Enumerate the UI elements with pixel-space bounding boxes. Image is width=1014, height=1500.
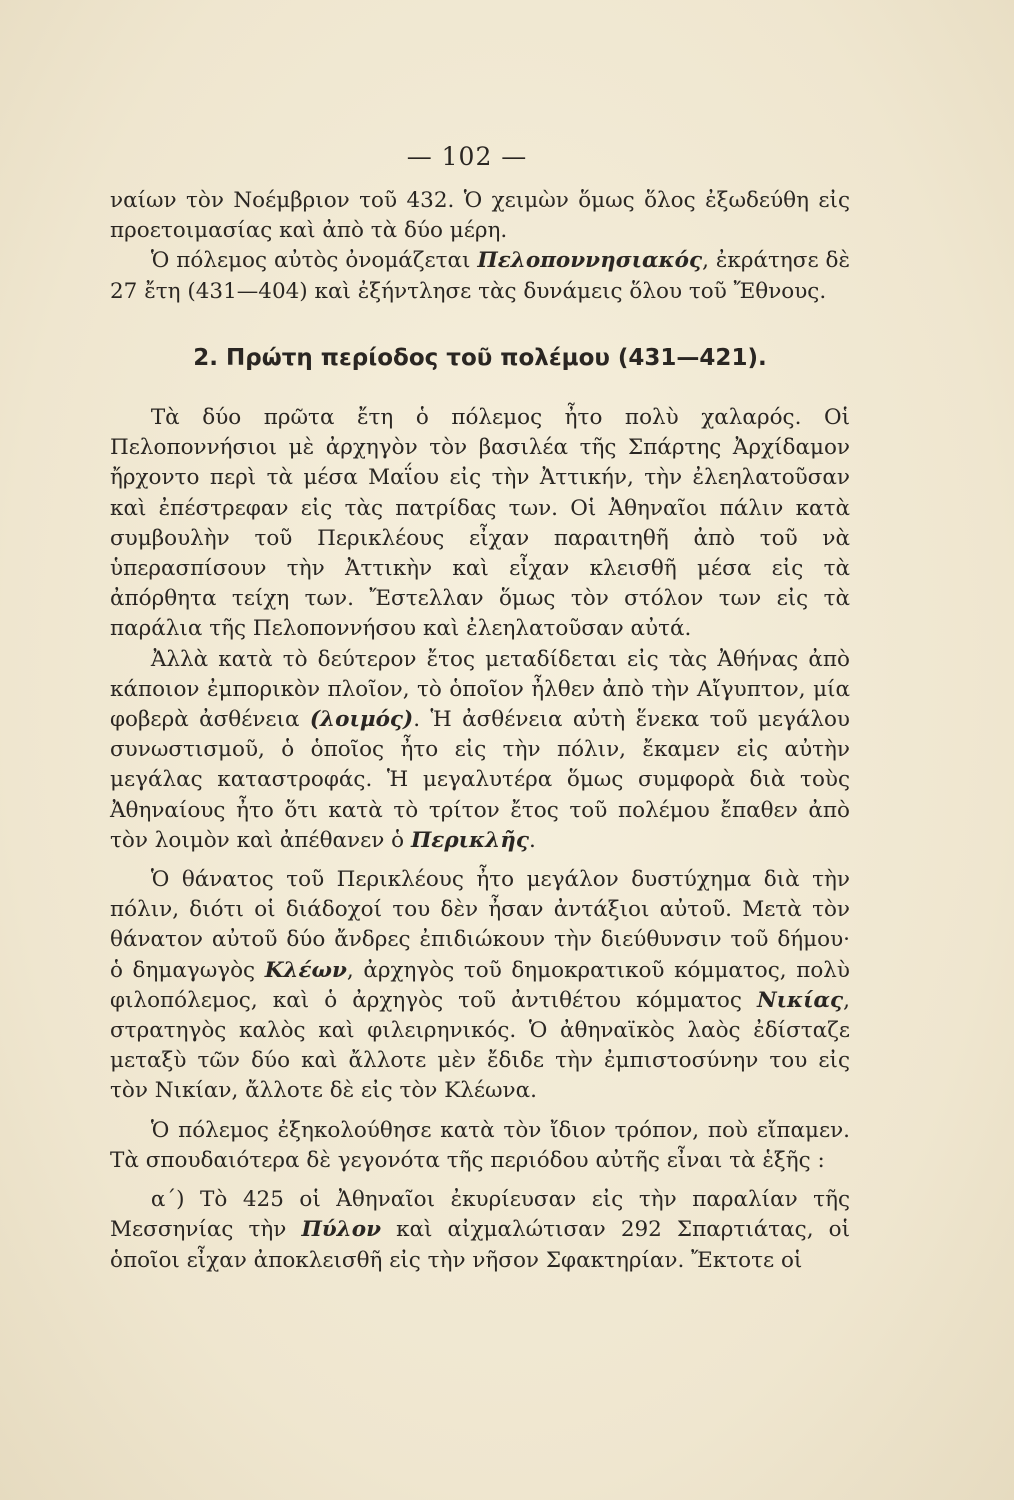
section-heading: 2. Πρώτη περίοδος τοῦ πολέμου (431—421). <box>193 344 767 371</box>
body-text <box>110 186 850 1276</box>
paragraph-plague: Ἀλλὰ κατὰ τὸ δεύτερον ἔτος μεταδίδεται εἰς τὰς Ἀθήνας ἀπὸ κάποιον ἐμπορικὸν πλοῖον, τὸ ὁποῖον ἦλθεν ἀπὸ τὴν Αἴγυπτον, μία φοβερὰ ἀσθένεια (λοιμός). Ἡ ἀσθένεια αὐτὴ ἕνεκα τοῦ μεγάλου συνωστισμοῦ, ὁ ὁποῖος ἦτο εἰς τὴν πόλιν, ἔκαμεν εἰς αὐτὴν μεγάλας καταστροφάς. Ἡ μεγαλυτέρα ὅμως συμφορὰ διὰ τοὺς Ἀθηναίους ἦτο ὅτι κατὰ τὸ τρίτον ἔτος τοῦ πολέμου ἔπαθεν ἀπὸ τὸν λοιμὸν καὶ ἀπέθανεν ὁ Περικλῆς. <box>110 646 850 853</box>
paragraph-events-intro: Ὁ πόλεμος ἐξηκολούθησε κατὰ τὸν ἴδιον τρόπον, ποὺ εἴπαμεν. Τὰ σπουδαιότερα δὲ γεγονότα τῆς περιόδου αὐτῆς εἶναι τὰ ἑξῆς : <box>110 1117 850 1173</box>
term-pylos: Πύλον <box>301 1217 382 1243</box>
term-kleon: Κλέων <box>264 957 347 983</box>
paragraph-first-years: Τὰ δύο πρῶτα ἔτη ὁ πόλεμος ἦτο πολὺ χαλαρός. Οἱ Πελοποννήσιοι μὲ ἀρχηγὸν τὸν βασιλέα τῆς Σπάρτης Ἀρχίδαμον ἤρχοντο περὶ τὰ μέσα Μαΐου εἰς τὴν Ἀττικήν, τὴν ἐλεηλατοῦσαν καὶ ἐπέστρεφαν εἰς τὰς πατρίδας των. Οἱ Ἀθηναῖοι πάλιν κατὰ συμβουλὴν τοῦ Περικλέους εἶχαν παραιτηθῆ ἀπὸ τοῦ νὰ ὑπερασπίσουν τὴν Ἀττικὴν καὶ εἶχαν κλεισθῆ μέσα εἰς τὰ ἀπόρθητα τείχη των. Ἔστελλαν ὅμως τὸν στόλον των εἰς τὰ παράλια τῆς Πελοποννήσου καὶ ἐλεηλατοῦσαν αὐτά. <box>110 405 850 642</box>
page-number: — 102 — <box>406 142 528 171</box>
term-nikias: Νικίας <box>756 987 844 1013</box>
paragraph-pylos: α΄) Τὸ 425 οἱ Ἀθηναῖοι ἐκυρίευσαν εἰς τὴν παραλίαν τῆς Μεσσηνίας τὴν Πύλον καὶ αἰχμαλώτισαν 292 Σπαρτιάτας, οἱ ὁποῖοι εἶχαν ἀποκλεισθῆ εἰς τὴν νῆσον Σφακτηρίαν. Ἔκτοτε οἱ <box>110 1187 850 1273</box>
paragraph-war-name: Ὁ πόλεμος αὐτὸς ὀνομάζεται Πελοποννησιακός, ἐκράτησε δὲ 27 ἔτη (431—404) καὶ ἐξήντλησε τὰς δυνάμεις ὅλου τοῦ Ἔθνους. <box>110 248 850 304</box>
term-loimos: (λοιμός) <box>309 707 414 733</box>
term-pericles: Περικλῆς <box>410 827 529 853</box>
paragraph-successors: Ὁ θάνατος τοῦ Περικλέους ἦτο μεγάλον δυστύχημα διὰ τὴν πόλιν, διότι οἱ διάδοχοί του δὲν ἦσαν ἀντάξιοι αὐτοῦ. Μετὰ τὸν θάνατον αὐτοῦ δύο ἄνδρες ἐπιδιώκουν τὴν διεύθυνσιν τοῦ δήμου· ὁ δημαγωγὸς Κλέων, ἀρχηγὸς τοῦ δημοκρατικοῦ κόμματος, πολὺ φιλοπόλεμος, καὶ ὁ ἀρχηγὸς τοῦ ἀντιθέτου κόμματος Νικίας, στρατηγὸς καλὸς καὶ φιλειρηνικός. Ὁ ἀθηναϊκὸς λαὸς ἐδίσταζε μεταξὺ τῶν δύο καὶ ἄλλοτε μὲν ἔδιδε τὴν ἐμπιστοσύνην του εἰς τὸν Νικίαν, ἄλλοτε δὲ εἰς τὸν Κλέωνα. <box>110 867 851 1104</box>
continuation-paragraph: ναίων τὸν Νοέμβριον τοῦ 432. Ὁ χειμὼν ὅμως ὅλος ἐξωδεύθη εἰς προετοιμασίας καὶ ἀπὸ τὰ δύο μέρη. <box>110 188 850 244</box>
term-peloponnesian: Πελοποννησιακός <box>477 248 703 274</box>
